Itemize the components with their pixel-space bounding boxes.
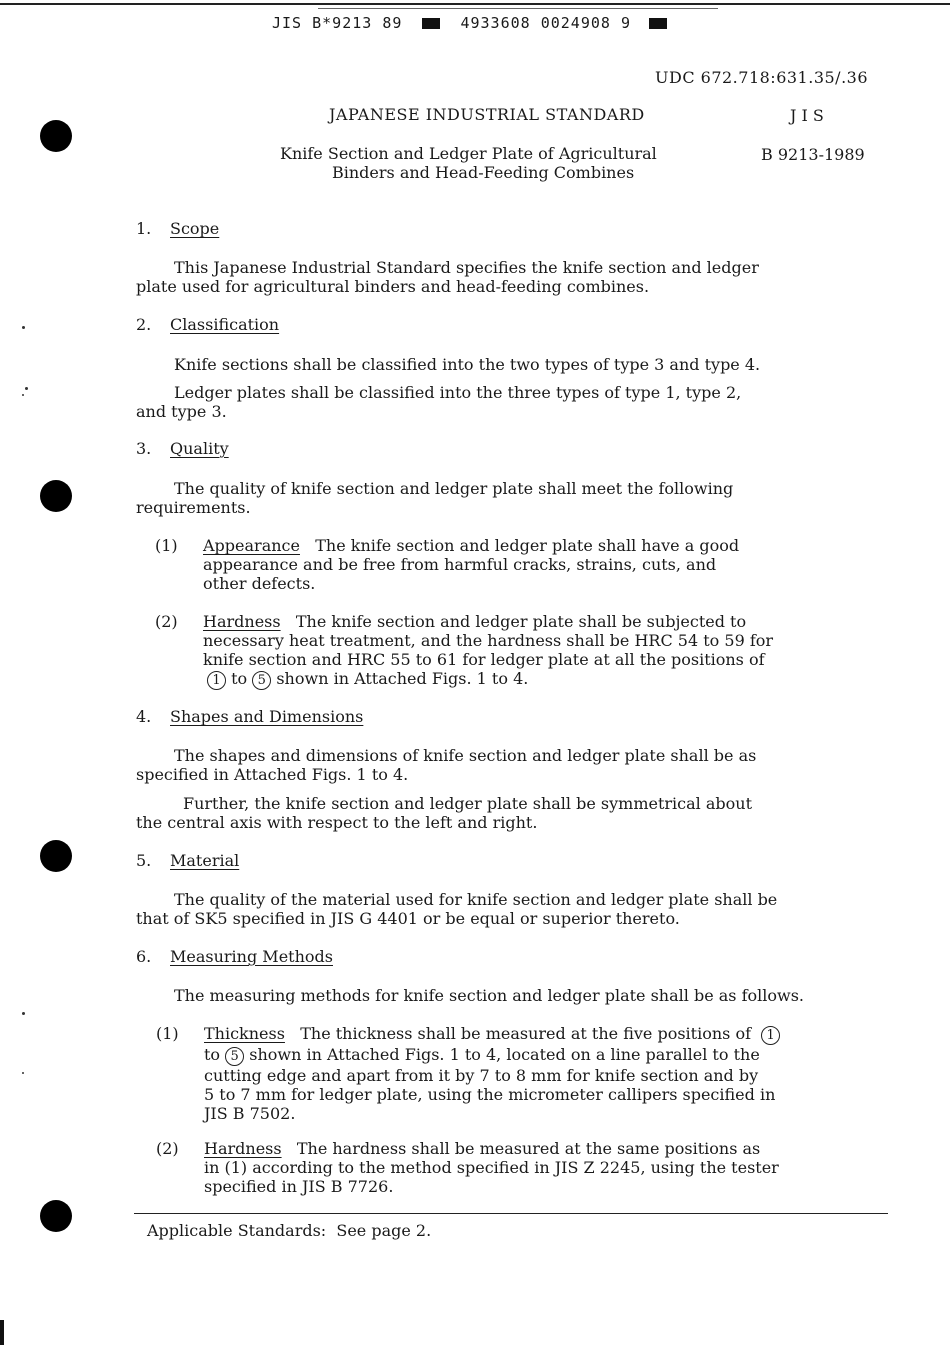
standard-number: B 9213-1989 [761,145,865,164]
text-line: requirements. [136,498,251,517]
text-line: specified in Attached Figs. 1 to 4. [136,765,409,784]
binder-hole-icon [40,1200,72,1232]
shapes-paragraph-2 [136,794,752,832]
scope-paragraph [136,258,759,296]
text-line: shown in Attached Figs. 1 to 4. [276,669,529,688]
binder-hole-icon [40,840,72,872]
measuring-paragraph [136,986,804,1005]
scan-speck [22,1012,25,1015]
circled-number-1: 1 [761,1026,780,1045]
shapes-paragraph-1 [136,746,756,784]
section-number: 4. [136,707,152,726]
text-line: 5 to 7 mm for ledger plate, using the micrometer callipers specified in [204,1085,776,1104]
text-line: necessary heat treatment, and the hardness shall be HRC 54 to 59 for [203,631,774,650]
item-term: Thickness [204,1024,285,1043]
barcode-block-icon [422,18,440,29]
binder-hole-icon [40,120,72,152]
header-code [272,14,667,32]
binder-hole-icon [40,480,72,512]
text-line: The knife section and ledger plate shall be subjected to [295,612,747,631]
text-line: that of SK5 specified in JIS G 4401 or be equal or superior thereto. [136,909,680,928]
circled-number-5: 5 [252,671,271,690]
scan-speck [22,1072,24,1074]
text-line: The hardness shall be measured at the same positions as [296,1139,761,1158]
item-number: (1) [155,536,178,555]
section-heading-measuring [136,947,333,966]
scan-speck [22,394,24,396]
applicable-standards-note: Applicable Standards: See page 2. [147,1221,432,1240]
text-line: Ledger plates shall be classified into the three types of type 1, type 2, [174,383,742,402]
circled-number-1: 1 [207,671,226,690]
section-heading-quality [136,439,229,458]
scan-edge-mark [0,1320,4,1345]
section-title: Measuring Methods [170,947,333,966]
text-line: This Japanese Industrial Standard specifies the knife section and ledger [174,258,759,277]
text-line: cutting edge and apart from it by 7 to 8 mm for knife section and by [204,1066,759,1085]
item-number: (2) [155,612,178,631]
text-line: The knife section and ledger plate shall have a good [315,536,740,555]
section-heading-material [136,851,239,870]
jis-label: J I S [790,106,824,125]
standard-label: JAPANESE INDUSTRIAL STANDARD [329,105,645,124]
text-line: Knife sections shall be classified into the two types of type 3 and type 4. [174,355,761,374]
header-code-part1: JIS B*9213 89 [272,14,403,32]
quality-item-appearance [155,536,739,593]
section-title: Classification [170,315,280,334]
section-number: 6. [136,947,152,966]
text-line: The quality of knife section and ledger plate shall meet the following [174,479,734,498]
section-heading-classification [136,315,279,334]
text-line: in (1) according to the method specified in JIS Z 2245, using the tester [204,1158,779,1177]
text-line: Further, the knife section and ledger plate shall be symmetrical about [183,794,753,813]
document-title-line2: Binders and Head-Feeding Combines [332,163,635,182]
section-heading-shapes [136,707,363,726]
text-line: other defects. [203,574,316,593]
text-line: knife section and HRC 55 to 61 for ledger plate at all the positions of [203,650,765,669]
udc-code: UDC 672.718:631.35/.36 [655,68,869,87]
item-term: Appearance [203,536,300,555]
text-fragment: to [231,669,248,688]
section-title: Scope [170,219,220,238]
measuring-item-thickness [156,1024,780,1123]
item-number: (1) [156,1024,179,1043]
section-number: 2. [136,315,152,334]
quality-item-hardness [155,612,773,690]
text-line: the central axis with respect to the left and right. [136,813,538,832]
page-top-border [0,3,950,5]
quality-paragraph [136,479,733,517]
text-line: plate used for agricultural binders and head-feeding combines. [136,277,650,296]
measuring-item-hardness [156,1139,779,1196]
item-term: Hardness [203,612,281,631]
scan-speck [22,326,25,329]
section-title: Shapes and Dimensions [170,707,364,726]
classification-paragraph-2 [136,383,741,421]
section-number: 1. [136,219,152,238]
classification-paragraph-1 [136,355,760,374]
text-line: and type 3. [136,402,227,421]
footer-rule [134,1213,888,1214]
scan-speck [25,387,28,390]
text-line: shown in Attached Figs. 1 to 4, located on a line parallel to the [249,1045,760,1064]
section-number: 5. [136,851,152,870]
text-line: The shapes and dimensions of knife section and ledger plate shall be as [174,746,757,765]
text-line: appearance and be free from harmful cracks, strains, cuts, and [203,555,717,574]
section-title: Quality [170,439,229,458]
barcode-block-icon [649,18,667,29]
circled-number-5: 5 [225,1047,244,1066]
text-line: The thickness shall be measured at the five positions of [300,1024,751,1043]
text-line: JIS B 7502. [204,1104,296,1123]
header-code-part2: 4933608 0024908 9 [460,14,631,32]
section-heading-scope [136,219,219,238]
document-title-line1: Knife Section and Ledger Plate of Agricultural [280,144,657,163]
text-line: The quality of the material used for knife section and ledger plate shall be [174,890,778,909]
text-line: specified in JIS B 7726. [204,1177,394,1196]
item-term: Hardness [204,1139,282,1158]
section-title: Material [170,851,240,870]
item-number: (2) [156,1139,179,1158]
text-line: The measuring methods for knife section and ledger plate shall be as follows. [174,986,805,1005]
material-paragraph [136,890,777,928]
section-number: 3. [136,439,152,458]
header-rule [318,8,718,9]
text-fragment: to [204,1045,221,1064]
